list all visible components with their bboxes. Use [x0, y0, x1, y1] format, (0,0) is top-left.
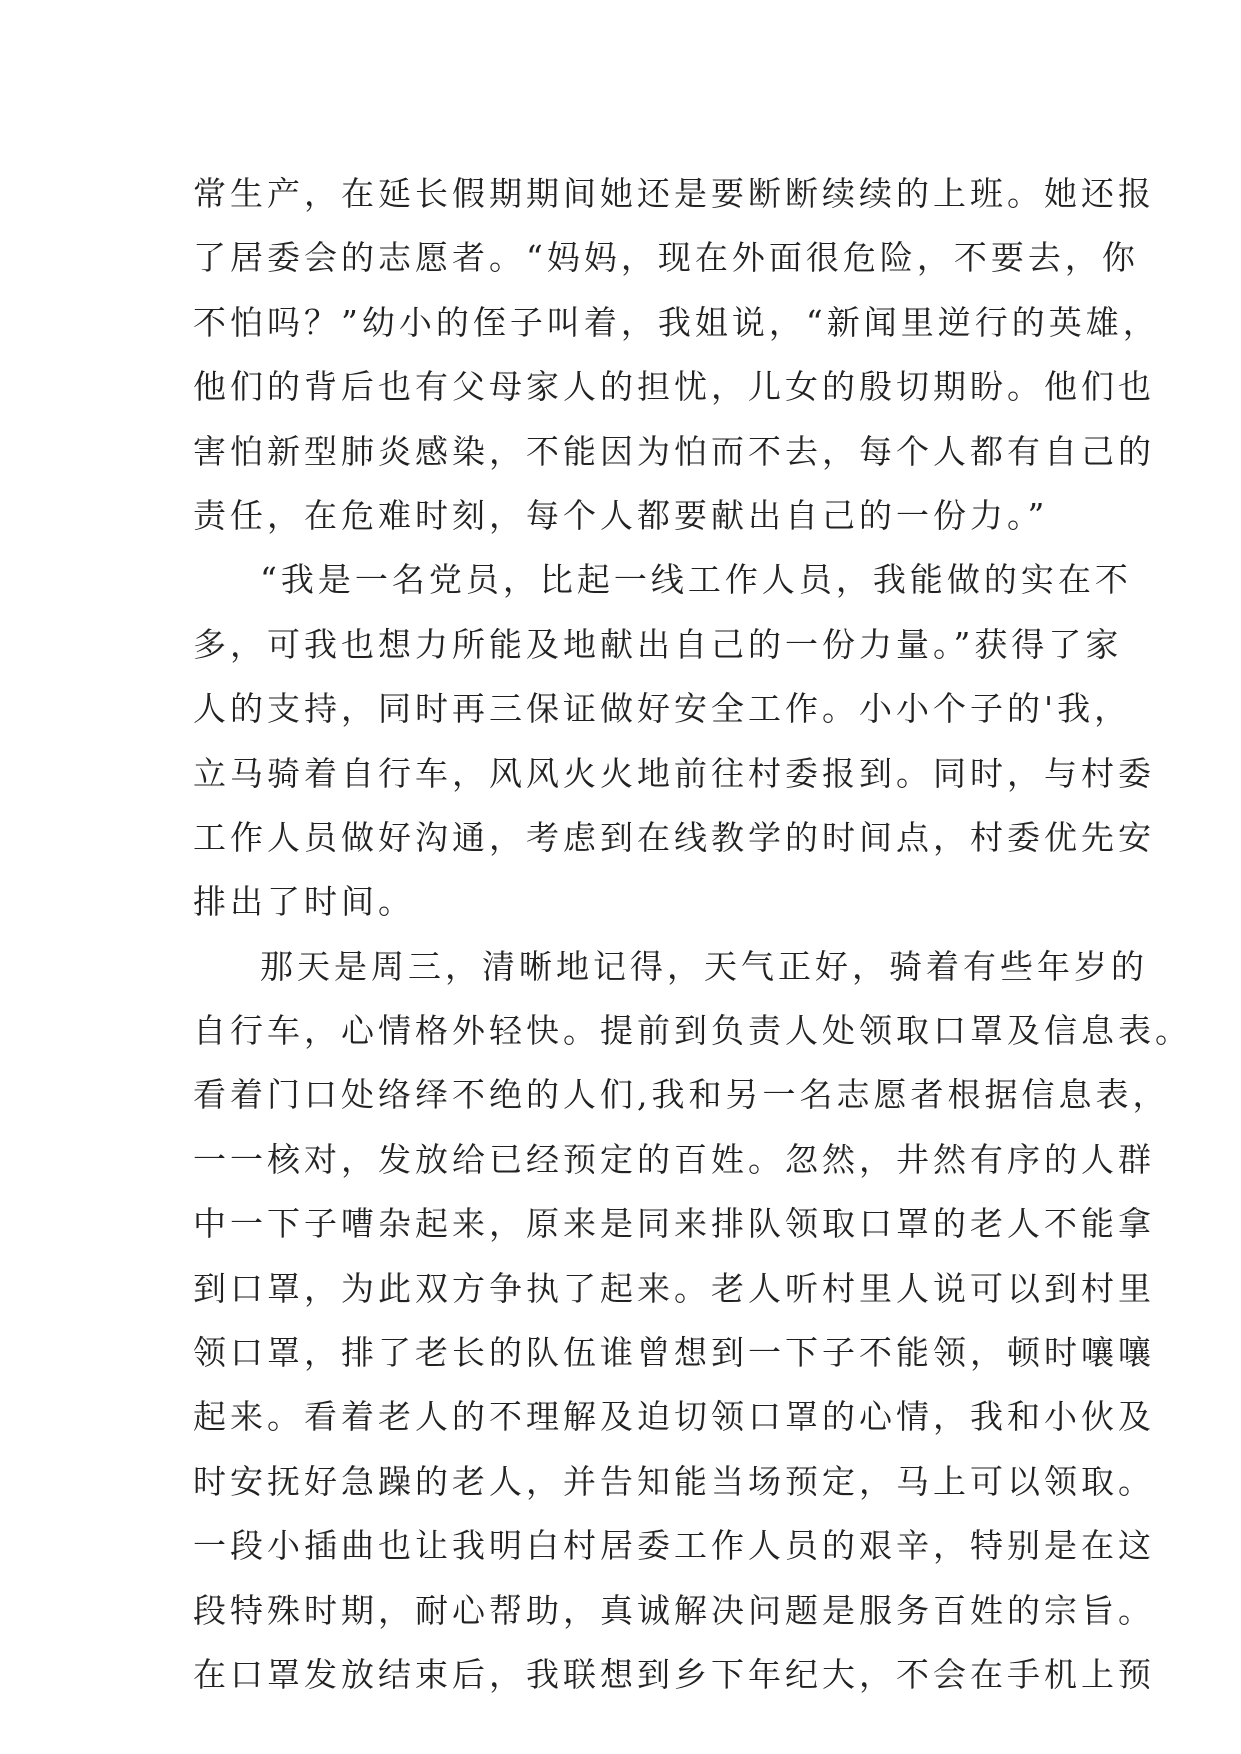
text-line: 责任，在危难时刻，每个人都要献出自己的一份力。” — [193, 495, 1049, 535]
text-line: 时安抚好急躁的老人，并告知能当场预定，马上可以领取。 — [193, 1461, 1155, 1501]
text-line: 段特殊时期，耐心帮助，真诚解决问题是服务百姓的宗旨。 — [193, 1590, 1155, 1630]
text-line: 中一下子嘈杂起来，原来是同来排队领取口罩的老人不能拿 — [193, 1204, 1155, 1244]
text-line: 立马骑着自行车，风风火火地前往村委报到。同时，与村委 — [193, 753, 1155, 793]
text-line: 一段小插曲也让我明白村居委工作人员的艰辛，特别是在这 — [193, 1526, 1155, 1566]
text-line: “我是一名党员，比起一线工作人员，我能做的实在不 — [260, 560, 1132, 600]
text-line: 自行车，心情格外轻快。提前到负责人处领取口罩及信息表。 — [193, 1011, 1192, 1051]
text-line: 到口罩，为此双方争执了起来。老人听村里人说可以到村里 — [193, 1268, 1155, 1308]
text-line: 工作人员做好沟通，考虑到在线教学的时间点，村委优先安 — [193, 817, 1155, 857]
text-line: 在口罩发放结束后，我联想到乡下年纪大，不会在手机上预 — [193, 1654, 1155, 1694]
text-line: 领口罩，排了老长的队伍谁曾想到一下子不能领，顿时嚷嚷 — [193, 1333, 1155, 1373]
text-line: 排出了时间。 — [193, 882, 415, 922]
text-line: 了居委会的志愿者。“妈妈，现在外面很危险，不要去，你 — [193, 238, 1139, 278]
text-line: 多，可我也想力所能及地献出自己的一份力量。”获得了家 — [193, 624, 1123, 664]
paragraph — [193, 162, 1160, 548]
paragraph — [193, 935, 1192, 1708]
text-line: 一一核对，发放给已经预定的百姓。忽然，井然有序的人群 — [193, 1139, 1155, 1179]
text-line: 人的支持，同时再三保证做好安全工作。小小个子的'我， — [193, 689, 1132, 729]
text-line: 看着门口处络绎不绝的人们,我和另一名志愿者根据信息表， — [193, 1075, 1170, 1115]
text-line: 害怕新型肺炎感染，不能因为怕而不去，每个人都有自己的 — [193, 431, 1155, 471]
text-line: 起来。看着老人的不理解及迫切领口罩的心情，我和小伙及 — [193, 1397, 1155, 1437]
body-text — [193, 162, 1192, 1707]
text-line: 不怕吗？”幼小的侄子叫着，我姐说，“新闻里逆行的英雄， — [193, 302, 1160, 342]
text-line: 那天是周三，清晰地记得，天气正好，骑着有些年岁的 — [260, 946, 1148, 986]
text-line: 他们的背后也有父母家人的担忧，儿女的殷切期盼。他们也 — [193, 367, 1155, 407]
text-line: 常生产，在延长假期期间她还是要断断续续的上班。她还报 — [193, 174, 1155, 213]
paragraph — [193, 548, 1155, 934]
